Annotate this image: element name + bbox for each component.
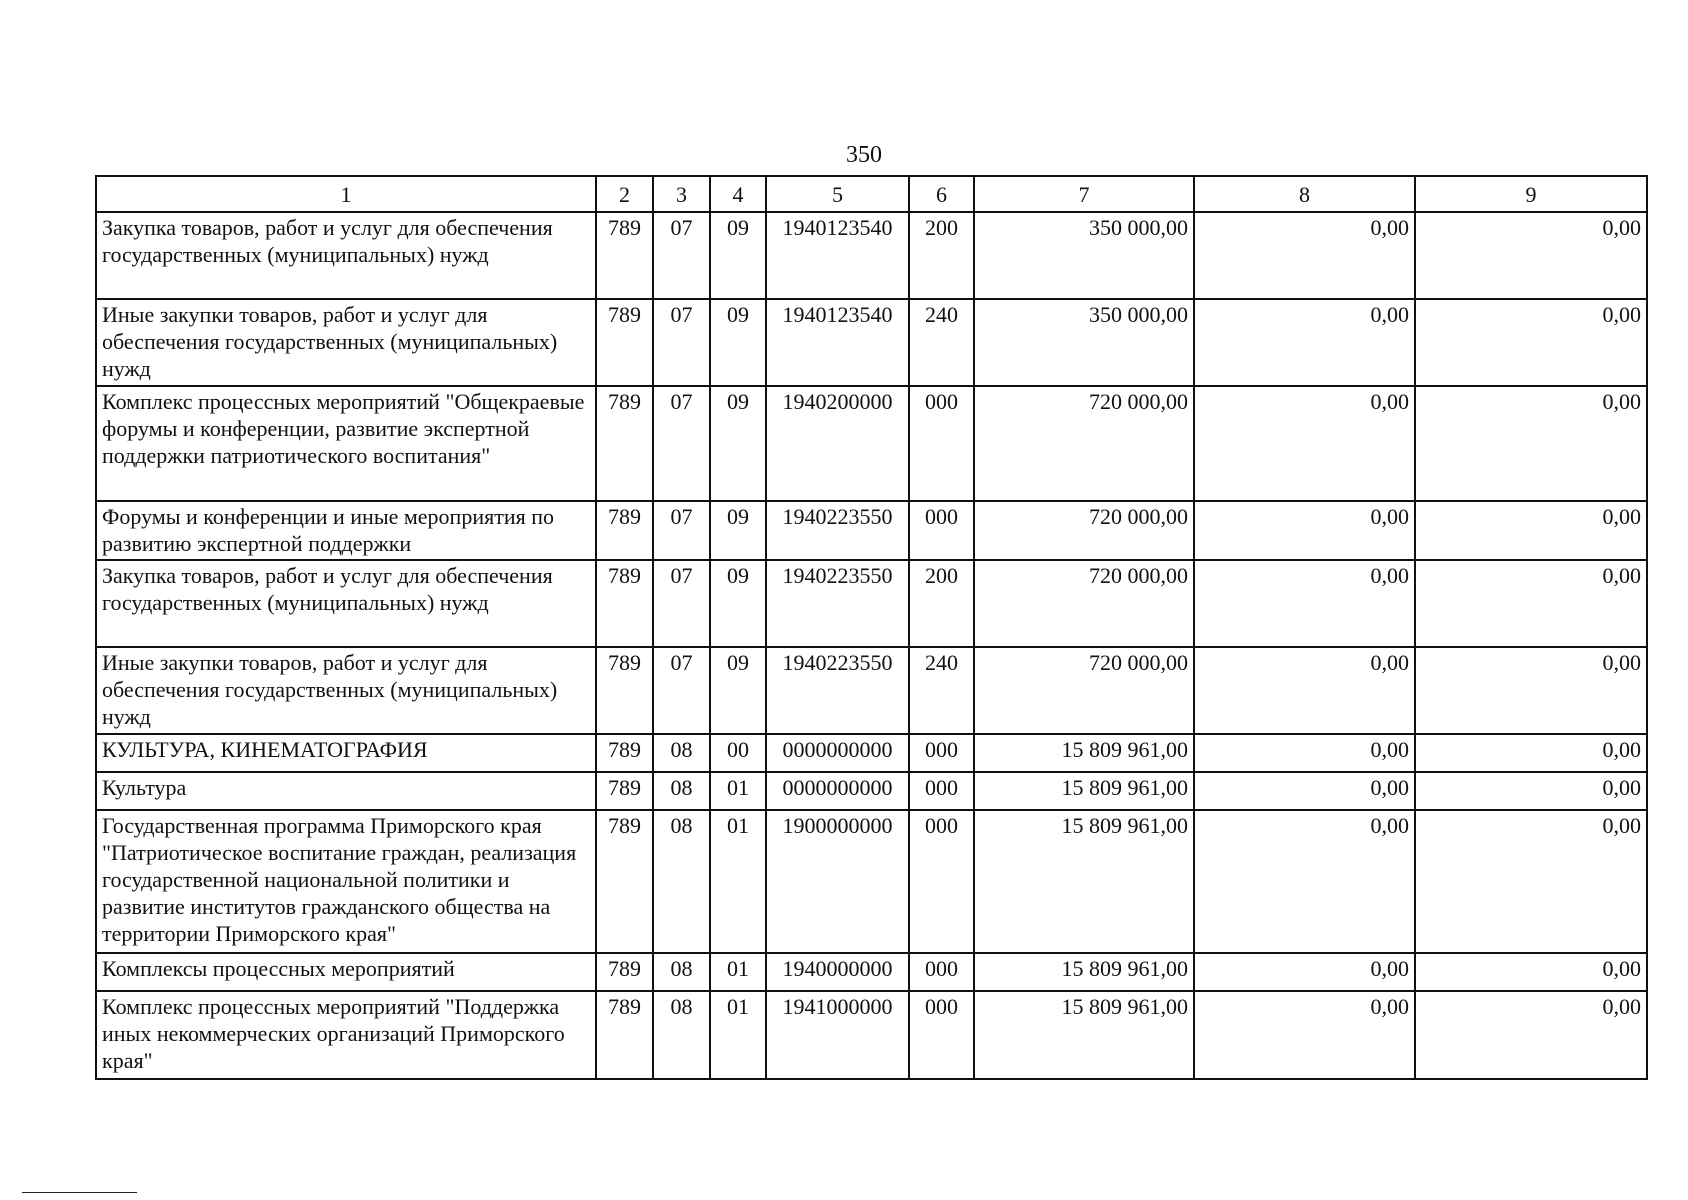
budget-table: [95, 175, 1648, 1080]
amount-cell: 0,00: [1415, 953, 1647, 991]
table-row: [96, 212, 1647, 299]
table-row: [96, 810, 1647, 953]
amount-cell: 15 809 961,00: [974, 953, 1194, 991]
amount-cell: 720 000,00: [974, 647, 1194, 734]
code-cell: 789: [596, 734, 653, 772]
row-name-cell: Закупка товаров, работ и услуг для обеспечения государственных (муниципальных) нужд: [96, 560, 596, 647]
code-cell: 08: [653, 953, 710, 991]
code-cell: 200: [909, 212, 974, 299]
row-name-cell: Государственная программа Приморского края "Патриотическое воспитание граждан, реализация государственной национальной политики и развитие институтов гражданского общества на территории Приморского края": [96, 810, 596, 953]
column-header: 6: [909, 176, 974, 212]
row-name-cell: Иные закупки товаров, работ и услуг для обеспечения государственных (муниципальных) нужд: [96, 299, 596, 386]
code-cell: 1941000000: [766, 991, 909, 1079]
row-name-cell: Форумы и конференции и иные мероприятия по развитию экспертной поддержки: [96, 501, 596, 560]
amount-cell: 0,00: [1194, 212, 1415, 299]
amount-cell: 0,00: [1194, 772, 1415, 810]
code-cell: 000: [909, 734, 974, 772]
amount-cell: 15 809 961,00: [974, 772, 1194, 810]
code-cell: 09: [710, 386, 766, 501]
header-row: [96, 176, 1647, 212]
code-cell: 789: [596, 299, 653, 386]
row-name-cell: Закупка товаров, работ и услуг для обеспечения государственных (муниципальных) нужд: [96, 212, 596, 299]
column-header: 4: [710, 176, 766, 212]
table-row: [96, 772, 1647, 810]
code-cell: 1940223550: [766, 647, 909, 734]
code-cell: 1940200000: [766, 386, 909, 501]
code-cell: 07: [653, 212, 710, 299]
amount-cell: 0,00: [1415, 810, 1647, 953]
amount-cell: 350 000,00: [974, 212, 1194, 299]
page-number: 350: [846, 142, 882, 168]
amount-cell: 0,00: [1194, 647, 1415, 734]
amount-cell: 0,00: [1415, 501, 1647, 560]
code-cell: 000: [909, 810, 974, 953]
code-cell: 07: [653, 647, 710, 734]
amount-cell: 0,00: [1194, 734, 1415, 772]
code-cell: 1940123540: [766, 212, 909, 299]
amount-cell: 0,00: [1194, 501, 1415, 560]
amount-cell: 15 809 961,00: [974, 991, 1194, 1079]
code-cell: 01: [710, 953, 766, 991]
code-cell: 01: [710, 810, 766, 953]
code-cell: 000: [909, 953, 974, 991]
code-cell: 0000000000: [766, 734, 909, 772]
row-name-cell: КУЛЬТУРА, КИНЕМАТОГРАФИЯ: [96, 734, 596, 772]
code-cell: 08: [653, 810, 710, 953]
code-cell: 1940000000: [766, 953, 909, 991]
amount-cell: 0,00: [1415, 734, 1647, 772]
amount-cell: 720 000,00: [974, 501, 1194, 560]
code-cell: 789: [596, 991, 653, 1079]
code-cell: 000: [909, 386, 974, 501]
code-cell: 240: [909, 647, 974, 734]
table-body: [96, 212, 1647, 1079]
code-cell: 789: [596, 212, 653, 299]
row-name-cell: Культура: [96, 772, 596, 810]
table-row: [96, 953, 1647, 991]
amount-cell: 720 000,00: [974, 560, 1194, 647]
code-cell: 09: [710, 560, 766, 647]
amount-cell: 0,00: [1415, 299, 1647, 386]
code-cell: 789: [596, 560, 653, 647]
code-cell: 789: [596, 647, 653, 734]
amount-cell: 0,00: [1194, 299, 1415, 386]
row-name-cell: Комплекс процессных мероприятий "Поддержка иных некоммерческих организаций Приморского края": [96, 991, 596, 1079]
column-header: 3: [653, 176, 710, 212]
code-cell: 08: [653, 772, 710, 810]
column-header: 7: [974, 176, 1194, 212]
column-header: 8: [1194, 176, 1415, 212]
table-header: [96, 176, 1647, 212]
code-cell: 000: [909, 501, 974, 560]
code-cell: 09: [710, 212, 766, 299]
table-row: [96, 501, 1647, 560]
code-cell: 240: [909, 299, 974, 386]
code-cell: 09: [710, 501, 766, 560]
code-cell: 1940223550: [766, 560, 909, 647]
footnote-divider: [22, 1192, 137, 1193]
amount-cell: 0,00: [1194, 953, 1415, 991]
code-cell: 01: [710, 772, 766, 810]
column-header: 5: [766, 176, 909, 212]
amount-cell: 0,00: [1415, 212, 1647, 299]
code-cell: 09: [710, 299, 766, 386]
code-cell: 789: [596, 772, 653, 810]
code-cell: 1900000000: [766, 810, 909, 953]
code-cell: 1940123540: [766, 299, 909, 386]
row-name-cell: Комплексы процессных мероприятий: [96, 953, 596, 991]
row-name-cell: Иные закупки товаров, работ и услуг для обеспечения государственных (муниципальных) нужд: [96, 647, 596, 734]
table-row: [96, 991, 1647, 1079]
code-cell: 1940223550: [766, 501, 909, 560]
amount-cell: 0,00: [1415, 991, 1647, 1079]
code-cell: 07: [653, 560, 710, 647]
code-cell: 00: [710, 734, 766, 772]
code-cell: 789: [596, 386, 653, 501]
amount-cell: 720 000,00: [974, 386, 1194, 501]
code-cell: 789: [596, 953, 653, 991]
amount-cell: 0,00: [1194, 560, 1415, 647]
column-header: 9: [1415, 176, 1647, 212]
amount-cell: 0,00: [1194, 810, 1415, 953]
table-row: [96, 299, 1647, 386]
code-cell: 09: [710, 647, 766, 734]
amount-cell: 0,00: [1194, 386, 1415, 501]
code-cell: 789: [596, 501, 653, 560]
amount-cell: 0,00: [1415, 560, 1647, 647]
column-header: 1: [96, 176, 596, 212]
code-cell: 08: [653, 734, 710, 772]
amount-cell: 15 809 961,00: [974, 810, 1194, 953]
code-cell: 0000000000: [766, 772, 909, 810]
amount-cell: 350 000,00: [974, 299, 1194, 386]
amount-cell: 0,00: [1194, 991, 1415, 1079]
row-name-cell: Комплекс процессных мероприятий "Общекраевые форумы и конференции, развитие экспертной поддержки патриотического воспитания": [96, 386, 596, 501]
code-cell: 000: [909, 772, 974, 810]
code-cell: 789: [596, 810, 653, 953]
code-cell: 000: [909, 991, 974, 1079]
amount-cell: 15 809 961,00: [974, 734, 1194, 772]
table-row: [96, 386, 1647, 501]
table-row: [96, 647, 1647, 734]
code-cell: 200: [909, 560, 974, 647]
amount-cell: 0,00: [1415, 386, 1647, 501]
code-cell: 07: [653, 501, 710, 560]
table-row: [96, 560, 1647, 647]
table-row: [96, 734, 1647, 772]
column-header: 2: [596, 176, 653, 212]
code-cell: 01: [710, 991, 766, 1079]
amount-cell: 0,00: [1415, 772, 1647, 810]
code-cell: 08: [653, 991, 710, 1079]
code-cell: 07: [653, 386, 710, 501]
amount-cell: 0,00: [1415, 647, 1647, 734]
code-cell: 07: [653, 299, 710, 386]
